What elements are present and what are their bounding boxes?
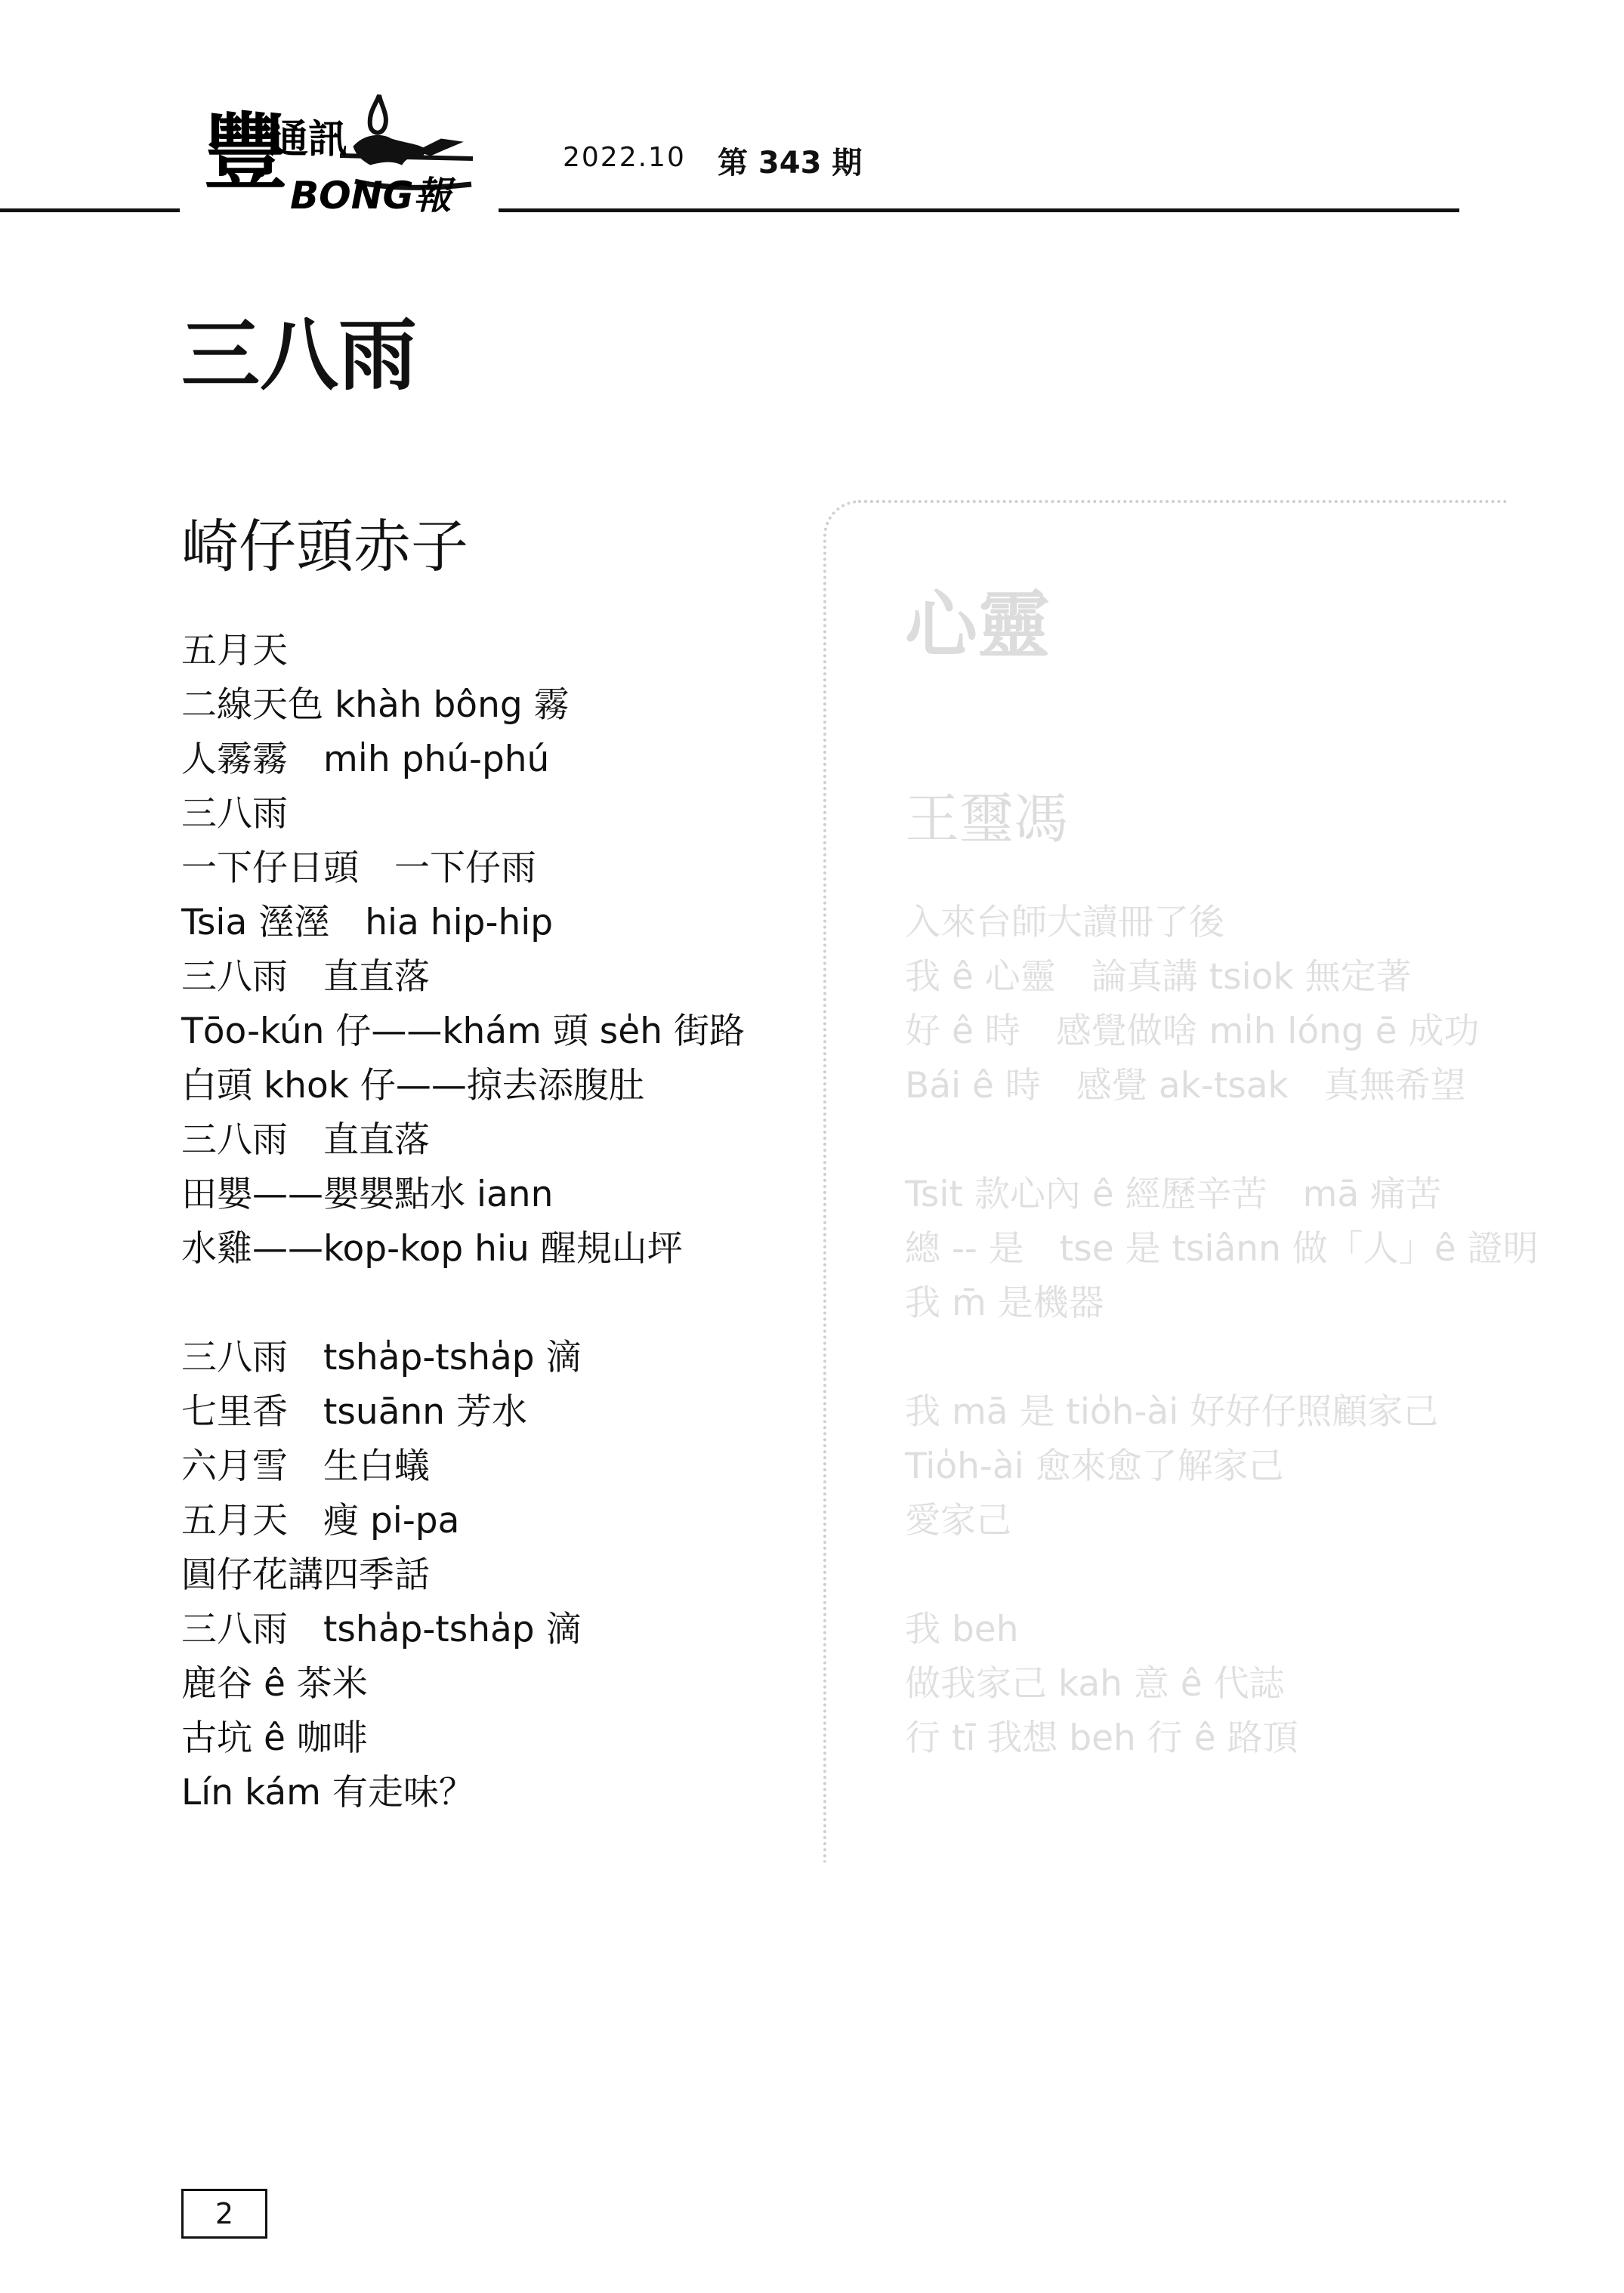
page-number: 2 xyxy=(181,2189,267,2239)
stanza-break xyxy=(905,1113,1585,1168)
right-poem-line-6: 總 -- 是 tse 是 tsiânn 做「人」ê 證明 xyxy=(905,1228,1539,1270)
left-poem-line-15: 六月雪 生白蟻 xyxy=(181,1446,430,1487)
stanza-break xyxy=(181,1276,801,1331)
left-poem-line-14: 七里香 tsuānn 芳水 xyxy=(181,1391,528,1433)
newsletter-logo xyxy=(190,82,477,233)
left-poem-title: 崎仔頭赤子 xyxy=(181,513,468,580)
left-poem-line-13: 三八雨 tsha̍p-tsha̍p 滴 xyxy=(181,1337,582,1378)
right-poem-line-4: Bái ê 時 感覺 ak-tsak 真無希望 xyxy=(905,1065,1466,1106)
left-poem-line-21: Lín kám 有走味？ xyxy=(181,1772,474,1813)
right-poem-line-3: 好 ê 時 感覺做啥 mi̍h lóng ē 成功 xyxy=(905,1011,1480,1052)
header-rule-right xyxy=(499,208,1459,212)
left-poem-line-17: 圓仔花講四季話 xyxy=(181,1554,430,1596)
stanza-break xyxy=(905,1548,1585,1603)
right-poem-line-13: 行 tī 我想 beh 行 ê 路頂 xyxy=(905,1717,1298,1759)
left-poem-line-3: 人霧霧 mi̍h phú-phú xyxy=(181,739,550,780)
header-rule-left xyxy=(0,208,180,212)
left-poem-line-1: 五月天 xyxy=(181,630,288,671)
left-poem-line-16: 五月天 瘦 pi-pa xyxy=(181,1500,460,1542)
left-poem-line-18: 三八雨 tsha̍p-tsha̍p 滴 xyxy=(181,1609,582,1650)
right-poem-line-10: 愛家己 xyxy=(905,1500,1011,1542)
logo-tongxun-text: 通訊 xyxy=(269,116,348,162)
left-poem-body xyxy=(181,624,801,1820)
left-poem-line-10: 三八雨 直直落 xyxy=(181,1119,430,1161)
left-poem-line-20: 古坑 ê 咖啡 xyxy=(181,1717,368,1759)
left-poem-line-4: 三八雨 xyxy=(181,793,288,835)
right-poem-line-2: 我 ê 心靈 論真講 tsiok 無定著 xyxy=(905,956,1412,998)
left-poem-line-19: 鹿谷 ê 茶米 xyxy=(181,1663,368,1705)
left-poem-line-9: 白頭 khok 仔——掠去添腹肚 xyxy=(181,1065,644,1106)
right-poem-author: 王璽馮 xyxy=(905,787,1069,850)
logo-han-character: 豐 xyxy=(204,103,287,201)
left-poem-line-8: Tōo-kún 仔——khám 頭 se̍h 街路 xyxy=(181,1011,745,1052)
issue-date: 2022.10 xyxy=(563,142,686,173)
right-poem-line-1: 入來台師大讀冊了後 xyxy=(905,902,1224,943)
left-poem-line-12: 水雞——kop-kop hiu 醒規山坪 xyxy=(181,1228,683,1270)
page-title: 三八雨 xyxy=(181,309,418,401)
right-poem-line-7: 我 m̄ 是機器 xyxy=(905,1282,1104,1324)
left-poem-line-11: 田嬰——嬰嬰點水 iann xyxy=(181,1174,554,1215)
right-poem-title: 心靈 xyxy=(905,583,1050,668)
left-poem-line-6: Tsia 溼溼 hia hip-hip xyxy=(181,902,554,943)
left-poem-line-7: 三八雨 直直落 xyxy=(181,956,430,998)
right-poem-body xyxy=(905,896,1585,1766)
stanza-break xyxy=(905,1331,1585,1385)
right-poem-line-11: 我 beh xyxy=(905,1609,1019,1650)
left-poem-line-2: 二線天色 khàh bông 霧 xyxy=(181,684,570,726)
left-poem-line-5: 一下仔日頭 一下仔雨 xyxy=(181,847,536,889)
logo-bong-text: BONG報 xyxy=(290,174,452,218)
right-poem-line-8: 我 mā 是 tio̍h-ài 好好仔照顧家己 xyxy=(905,1391,1439,1433)
right-poem-line-9: Tio̍h-ài 愈來愈了解家己 xyxy=(905,1446,1284,1487)
right-poem-line-12: 做我家己 kah 意 ê 代誌 xyxy=(905,1663,1285,1705)
right-poem-line-5: Tsit 款心內 ê 經歷辛苦 mā 痛苦 xyxy=(905,1174,1442,1215)
issue-number: 第 343 期 xyxy=(718,146,863,181)
